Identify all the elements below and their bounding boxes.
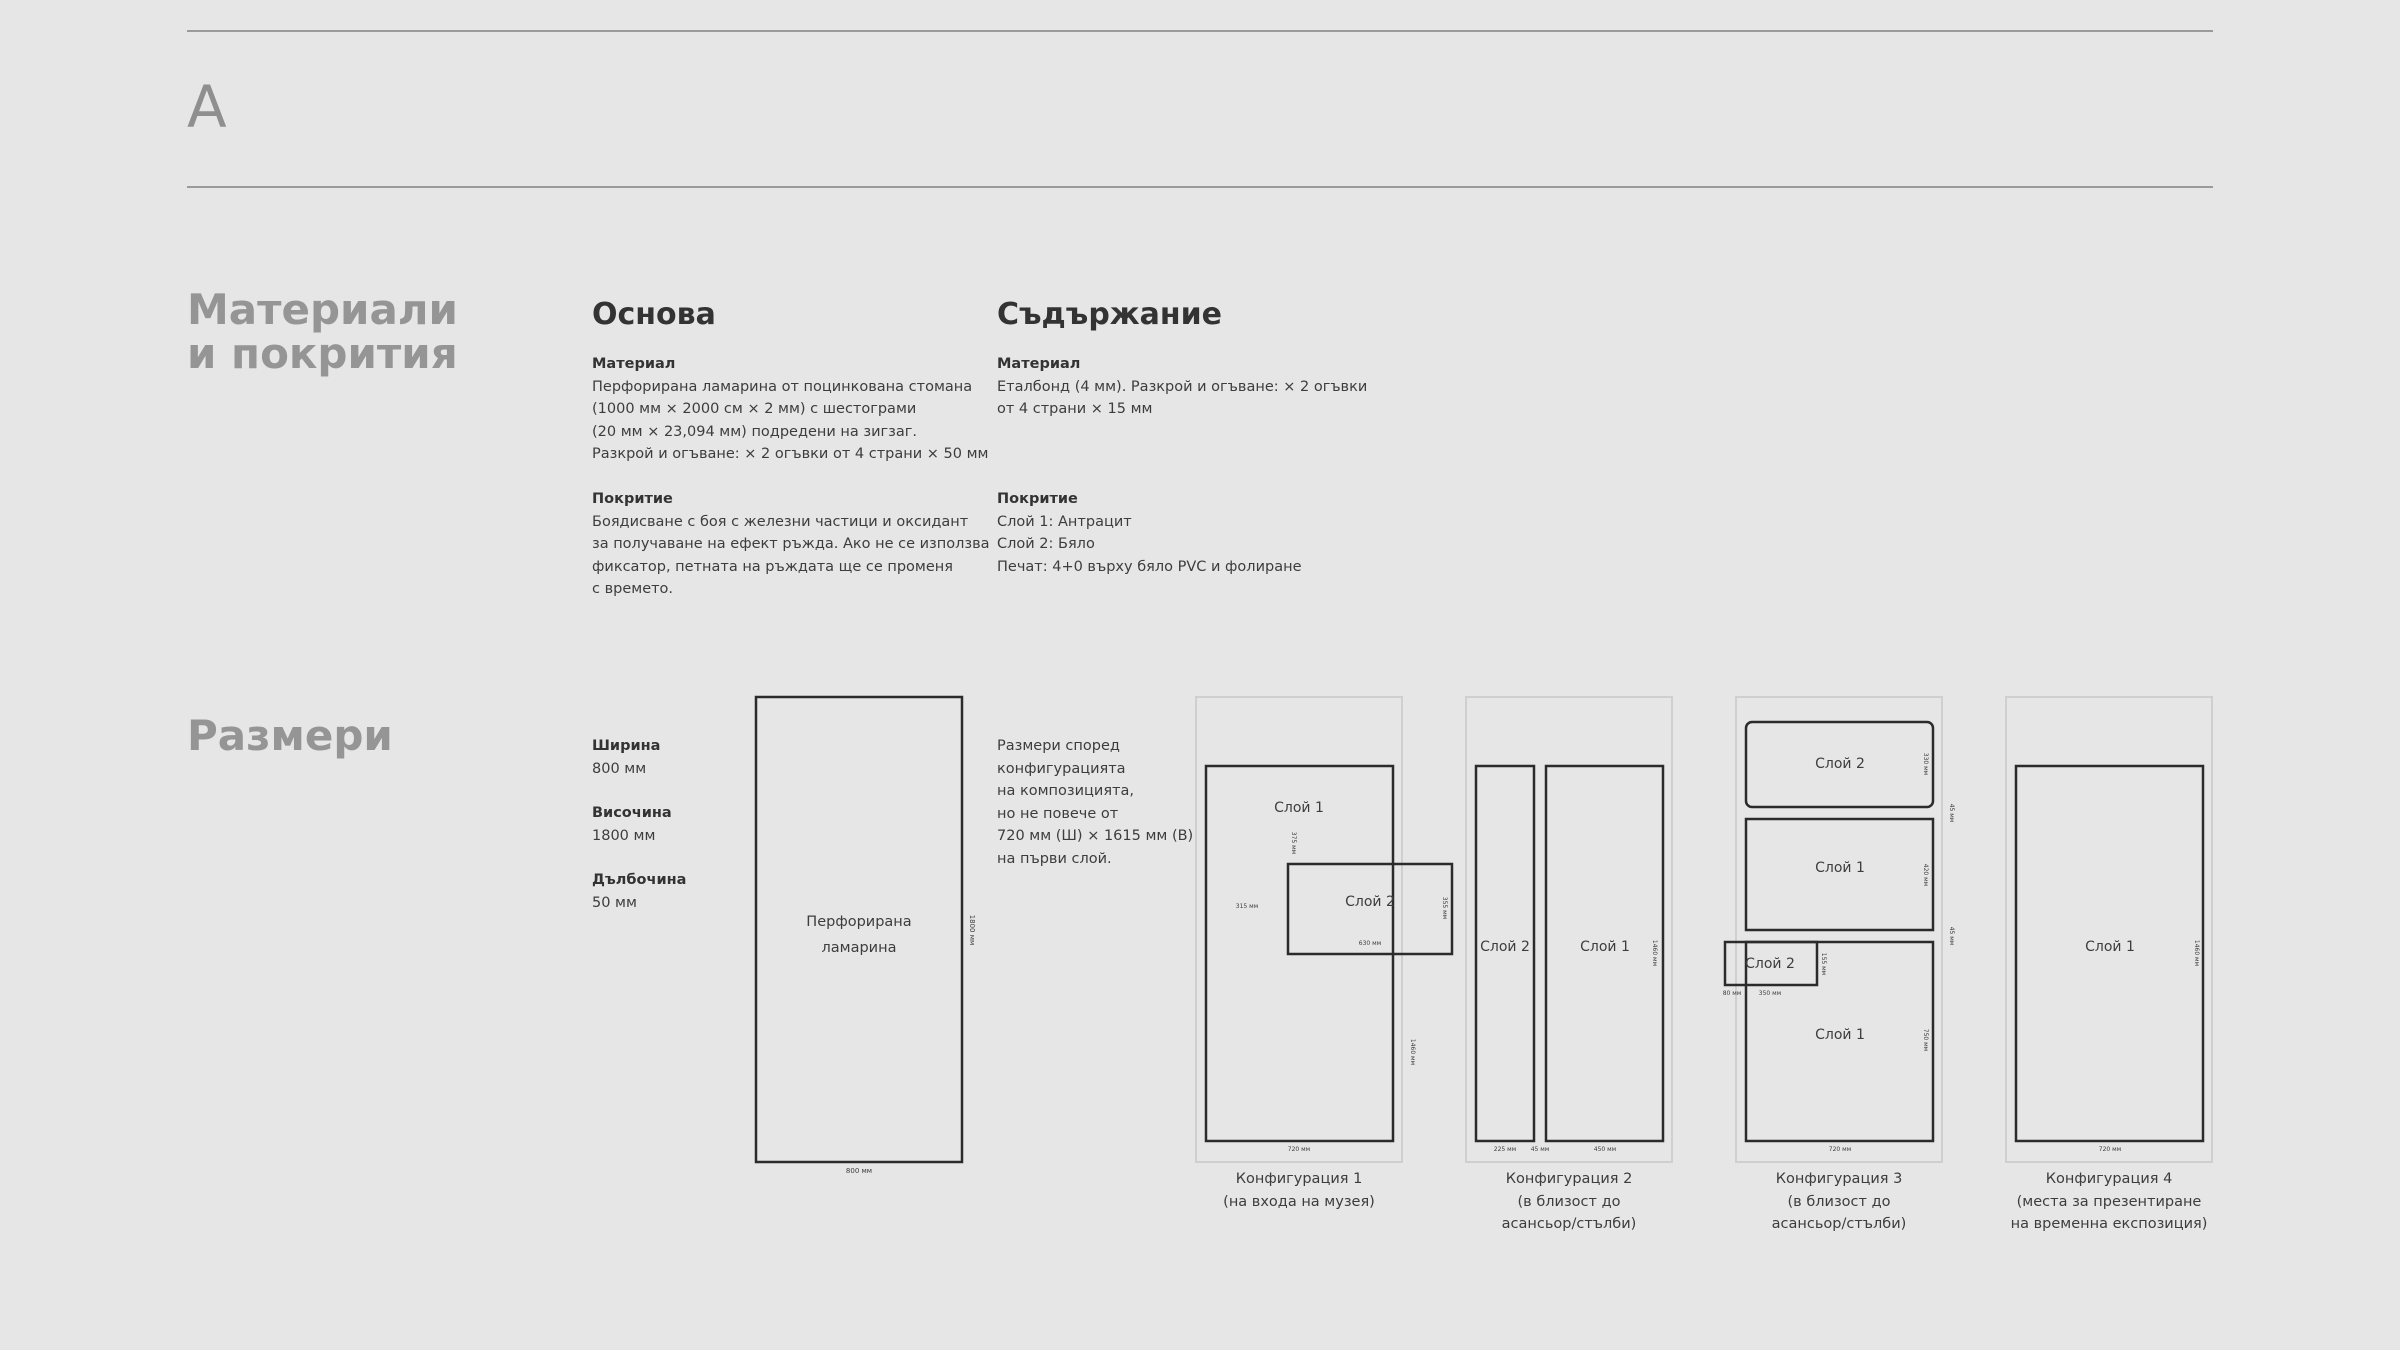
- dimensions-title: Размери: [187, 711, 393, 760]
- dim-height: 1460 мм: [2193, 939, 2200, 967]
- height-label: Височина: [592, 805, 672, 821]
- dim-gap2: 45 мм: [1948, 926, 1955, 946]
- dim-width: 720 мм: [1287, 1146, 1311, 1153]
- note-line: но не повече от: [997, 805, 1119, 822]
- dim-layer2-height: 355 мм: [1441, 896, 1448, 920]
- base-material-line: Перфорирана ламарина от поцинкована стомана: [592, 378, 973, 395]
- panel-dim-width: 800 мм: [845, 1167, 873, 1175]
- section-letter: A: [187, 73, 227, 141]
- configuration-3-drawing: [1723, 697, 1955, 1162]
- layer2-label: Слой 2: [1480, 939, 1530, 955]
- caption-line: асансьор/стълби): [1501, 1216, 1637, 1232]
- layer2-top-label: Слой 2: [1815, 756, 1865, 772]
- dim-bottom-height: 750 мм: [1922, 1028, 1929, 1052]
- base-coating-line: Боядисване с боя с железни частици и оксидант: [592, 513, 969, 530]
- dim-wide-width: 450 мм: [1593, 1146, 1617, 1153]
- materials-title-line2: и покрития: [187, 329, 458, 378]
- layer1-label: Слой 1: [1274, 800, 1324, 816]
- base-material-line: (1000 мм × 2000 см × 2 мм) с шестограми: [592, 401, 917, 417]
- caption-line: (в близост до: [1787, 1193, 1891, 1210]
- base-heading: Основа: [592, 297, 716, 332]
- content-material-label: Материал: [997, 356, 1081, 372]
- caption-line: (места за презентиране: [2016, 1193, 2202, 1210]
- caption-line: на временна експозиция): [2010, 1216, 2208, 1232]
- perforated-panel-drawing: [756, 697, 976, 1175]
- width-value: 800 мм: [592, 760, 647, 777]
- caption-line: Конфигурация 1: [1235, 1171, 1363, 1187]
- configuration-4-drawing: [2006, 697, 2212, 1162]
- dim-gap1: 45 мм: [1948, 803, 1955, 823]
- note-line: 720 мм (Ш) × 1615 мм (В): [997, 828, 1194, 844]
- layer2-label: Слой 2: [1345, 894, 1395, 910]
- layer1-mid-label: Слой 1: [1815, 860, 1865, 876]
- dim-offset-top: 375 мм: [1290, 831, 1297, 855]
- note-line: конфигурацията: [997, 760, 1126, 777]
- height-value: 1800 мм: [592, 827, 656, 844]
- configuration-1-drawing: [1196, 697, 1452, 1162]
- caption-line: Конфигурация 4: [2045, 1171, 2173, 1187]
- layer1-label: Слой 1: [1580, 939, 1630, 955]
- content-coating-line: Слой 1: Антрацит: [997, 513, 1132, 530]
- note-line: на първи слой.: [997, 850, 1112, 867]
- dim-narrow-width: 225 мм: [1493, 1146, 1517, 1153]
- panel-label-line2: ламарина: [821, 940, 897, 956]
- panel-label-line1: Перфорирана: [806, 914, 912, 930]
- dim-width: 720 мм: [1828, 1146, 1852, 1153]
- width-label: Ширина: [592, 738, 661, 754]
- configuration-4-caption: [1989, 1168, 2229, 1236]
- caption-line: Конфигурация 2: [1505, 1171, 1633, 1187]
- base-material-label: Материал: [592, 356, 676, 372]
- depth-label: Дълбочина: [592, 872, 687, 888]
- content-coating-line: Слой 2: Бяло: [997, 536, 1095, 552]
- dim-offset-left: 315 мм: [1235, 903, 1259, 910]
- depth-value: 50 мм: [592, 894, 637, 911]
- content-coating-line: Печат: 4+0 върху бяло PVC и фолиране: [997, 558, 1302, 575]
- dim-top-height: 330 мм: [1922, 752, 1929, 776]
- content-material-line: Еталбонд (4 мм). Разкрой и огъване: × 2 огъвки: [997, 378, 1368, 395]
- dim-small-width: 350 мм: [1758, 990, 1782, 997]
- layer1-bottom-label: Слой 1: [1815, 1027, 1865, 1043]
- base-material-line: (20 мм × 23,094 мм) подредени на зигзаг.: [592, 423, 917, 440]
- base-coating-line: за получаване на ефект ръжда. Ако не се използва: [592, 536, 990, 552]
- dim-height: 1460 мм: [1409, 1038, 1416, 1066]
- dim-small-offset: 80 мм: [1722, 990, 1742, 997]
- caption-line: асансьор/стълби): [1771, 1216, 1907, 1232]
- configuration-2-caption: [1449, 1168, 1689, 1236]
- layer2-small-label: Слой 2: [1745, 956, 1795, 972]
- materials-title-line1: Материали: [187, 285, 458, 334]
- configuration-3-caption: [1719, 1168, 1959, 1236]
- base-coating-line: с времето.: [592, 581, 674, 597]
- dim-mid-height: 420 мм: [1922, 863, 1929, 887]
- dim-height: 1460 мм: [1651, 939, 1658, 967]
- caption-line: (на входа на музея): [1223, 1193, 1375, 1210]
- note-line: Размери според: [997, 738, 1120, 754]
- caption-line: Конфигурация 3: [1775, 1171, 1903, 1187]
- caption-line: (в близост до: [1517, 1193, 1621, 1210]
- configuration-2-drawing: [1466, 697, 1672, 1162]
- configuration-1-caption: [1179, 1168, 1419, 1213]
- dim-width: 720 мм: [2098, 1146, 2122, 1153]
- dim-layer2-width: 630 мм: [1358, 940, 1382, 947]
- dim-gap: 45 мм: [1530, 1146, 1550, 1153]
- note-line: на композицията,: [997, 783, 1134, 799]
- base-material-line: Разкрой и огъване: × 2 огъвки от 4 страни × 50 мм: [592, 446, 989, 462]
- dim-small-height: 155 мм: [1820, 952, 1827, 976]
- base-coating-line: фиксатор, петната на ръждата ще се променя: [592, 558, 953, 575]
- content-coating-label: Покритие: [997, 491, 1078, 507]
- content-material-line: от 4 страни × 15 мм: [997, 401, 1153, 417]
- base-coating-label: Покритие: [592, 491, 673, 507]
- content-heading: Съдържание: [997, 297, 1222, 332]
- layer1-label: Слой 1: [2085, 939, 2135, 955]
- panel-dim-height: 1800 мм: [968, 914, 976, 946]
